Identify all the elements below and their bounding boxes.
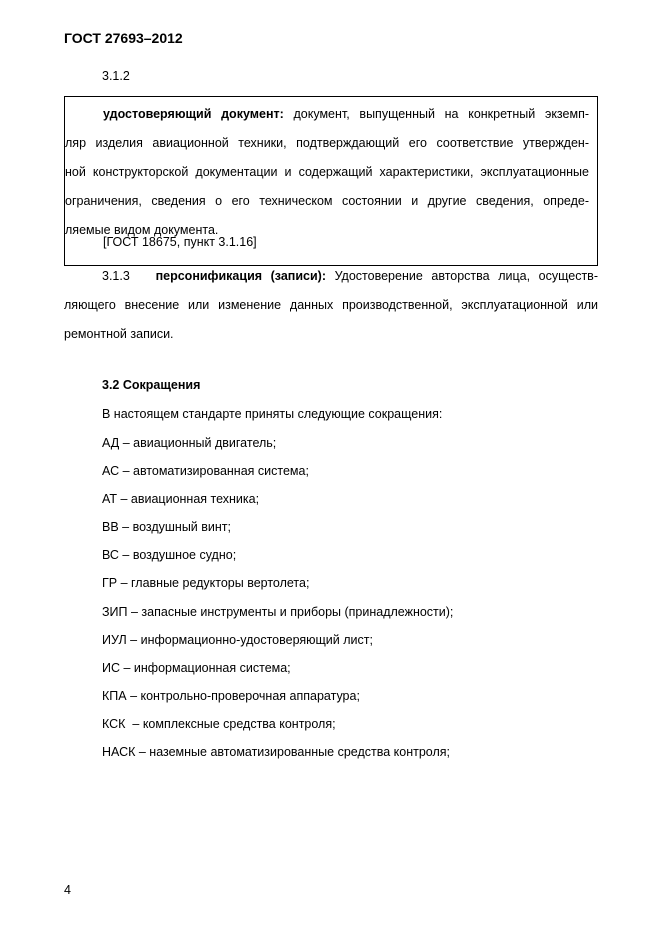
clause-313 <box>64 262 598 349</box>
definition-reference: [ГОСТ 18675, пункт 3.1.16] <box>103 235 257 249</box>
definition-line-4: ограничения, сведения о его техническом состоянии и другие сведения, опреде- <box>65 194 589 208</box>
page-number: 4 <box>64 883 71 897</box>
clause-313-line-2: ляющего внесение или изменение данных производственной, эксплуатационной или <box>64 298 598 312</box>
definition-line-3: ной конструкторской документации и содержащий характеристики, эксплуатационные <box>65 165 589 179</box>
list-item: ЗИП – запасные инструменты и приборы (принадлежности); <box>102 604 454 619</box>
section-title-abbreviations: 3.2 Сокращения <box>102 378 201 392</box>
abbreviations-list <box>102 434 453 771</box>
standard-header: ГОСТ 27693–2012 <box>64 30 183 46</box>
definition-text <box>65 100 589 245</box>
clause-313-line-1 <box>64 262 598 291</box>
list-item: ИС – информационная система; <box>102 660 291 675</box>
definition-box <box>64 96 598 266</box>
definition-line-1-text: документ, выпущенный на конкретный экземп- <box>283 107 589 121</box>
definition-line-1 <box>103 100 589 129</box>
definition-term: удостоверяющий документ: <box>103 107 284 121</box>
list-item: ВС – воздушное судно; <box>102 548 237 563</box>
list-item: ВВ – воздушный винт; <box>102 520 231 535</box>
list-item: АД – авиационный двигатель; <box>102 436 277 450</box>
clause-number-313: 3.1.3 <box>102 269 130 283</box>
list-item: КПА – контрольно-проверочная аппаратура; <box>102 688 360 703</box>
list-item: АТ – авиационная техника; <box>102 492 260 507</box>
list-item: ГР – главные редукторы вертолета; <box>102 576 310 591</box>
list-item: КСК – комплексные средства контроля; <box>102 716 336 731</box>
abbreviations-intro: В настоящем стандарте приняты следующие сокращения: <box>102 407 443 421</box>
list-item: НАСК – наземные автоматизированные средства контроля; <box>102 745 451 760</box>
list-item: АС – автоматизированная система; <box>102 464 309 479</box>
clause-number-312: 3.1.2 <box>102 69 130 83</box>
clause-313-term: персонификация (записи): <box>155 269 326 283</box>
clause-313-line-1-text: Удостоверение авторства лица, осуществ- <box>326 269 598 283</box>
definition-line-2: ляр изделия авиационной техники, подтверждающий его соответствие утвержден- <box>65 136 589 150</box>
list-item: ИУЛ – информационно-удостоверяющий лист; <box>102 632 373 647</box>
definition-line-5: ляемые видом документа. <box>65 223 219 237</box>
clause-313-line-3: ремонтной записи. <box>64 327 174 341</box>
